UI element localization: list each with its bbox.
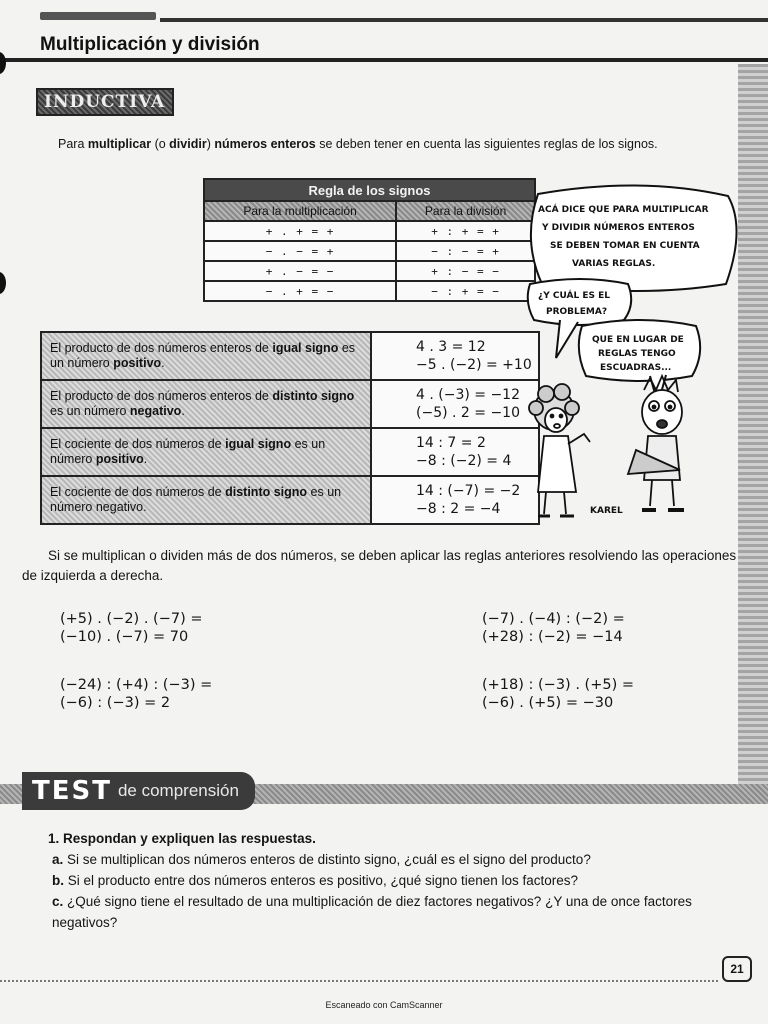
question-title: 1. Respondan y expliquen las respuestas. xyxy=(48,831,316,846)
section-tag: INDUCTIVA xyxy=(36,88,174,116)
operation-line: (−24) : (+4) : (−3) = xyxy=(60,677,213,693)
operation-line: (+5) . (−2) . (−7) = xyxy=(60,611,203,627)
table-row xyxy=(204,261,535,281)
bubble-1-line: ACÁ DICE QUE PARA MULTIPLICAR xyxy=(538,205,709,215)
operation-line: (−7) . (−4) : (−2) = xyxy=(482,611,625,627)
bubble-3-line: REGLAS TENGO xyxy=(598,349,676,359)
table-row xyxy=(41,476,539,524)
rule-text: El producto de dos números enteros de distinto signo es un número negativo. xyxy=(41,380,371,428)
bubble-3-line: ESCUADRAS... xyxy=(600,363,672,373)
bubble-3-line: QUE EN LUGAR DE xyxy=(592,335,684,345)
operation-example xyxy=(60,676,212,712)
div-rule: + : − = − xyxy=(396,261,535,281)
operation-line: (+18) : (−3) . (+5) = xyxy=(482,677,634,693)
rule-examples: 14 : (−7) = −2 −8 : 2 = −4 xyxy=(371,476,539,524)
div-rule: − : + = − xyxy=(396,281,535,301)
operation-line: (−6) : (−3) = 2 xyxy=(60,695,171,711)
rule-text: El producto de dos números enteros de igual signo es un número positivo. xyxy=(41,332,371,380)
operation-example xyxy=(60,610,202,646)
bubble-2-line: ¿Y CUÁL ES EL xyxy=(538,291,610,301)
rule-text: El cociente de dos números de igual signo es un número positivo. xyxy=(41,428,371,476)
title-rule xyxy=(0,58,768,62)
page-number: 21 xyxy=(722,956,752,982)
test-banner xyxy=(0,770,768,814)
mult-rule: + . − = − xyxy=(204,261,396,281)
col-multiplication: Para la multiplicación xyxy=(204,201,396,221)
rule-text: El cociente de dos números de distinto signo es un número negativo. xyxy=(41,476,371,524)
cartoon-illustration xyxy=(520,180,768,530)
operation-line: (−6) . (+5) = −30 xyxy=(482,695,614,711)
test-banner-label xyxy=(22,772,255,810)
top-rule xyxy=(160,18,768,22)
bubble-2-line: PROBLEMA? xyxy=(546,307,608,317)
table-row xyxy=(204,281,535,301)
operation-example xyxy=(482,676,634,712)
rules-examples-table xyxy=(40,331,540,525)
table-row xyxy=(204,241,535,261)
top-decoration-bar xyxy=(40,12,156,20)
rule-examples: 4 . (−3) = −12 (−5) . 2 = −10 xyxy=(371,380,539,428)
bubble-1-line: SE DEBEN TOMAR EN CUENTA xyxy=(550,241,700,251)
operation-example xyxy=(482,610,625,646)
div-rule: + : + = + xyxy=(396,221,535,241)
binder-hole xyxy=(0,52,6,74)
operation-line: (+28) : (−2) = −14 xyxy=(482,629,623,645)
operation-line: (−10) . (−7) = 70 xyxy=(60,629,189,645)
table-row xyxy=(41,332,539,380)
bottom-rule xyxy=(0,980,718,982)
speech-bubble-3 xyxy=(579,320,700,404)
girl-character-icon xyxy=(529,384,590,516)
test-subtitle: de comprensión xyxy=(117,781,239,800)
page-title: Multiplicación y división xyxy=(40,34,260,55)
test-title: TEST xyxy=(32,776,112,806)
div-rule: − : − = + xyxy=(396,241,535,261)
bubble-1-line: VARIAS REGLAS. xyxy=(572,259,656,269)
rule-examples: 14 : 7 = 2 −8 : (−2) = 4 xyxy=(371,428,539,476)
col-division: Para la división xyxy=(396,201,535,221)
sign-rules-table xyxy=(203,178,536,302)
rule-examples: 4 . 3 = 12 −5 . (−2) = +10 xyxy=(371,332,539,380)
questions-section xyxy=(48,828,748,933)
boy-character-icon xyxy=(628,376,684,510)
bubble-1-line: Y DIVIDIR NÚMEROS ENTEROS xyxy=(542,223,695,233)
illustrator-signature: KAREL xyxy=(590,506,623,516)
question-item: b. Si el producto entre dos números enteros es positivo, ¿qué signo tienen los factores? xyxy=(52,873,579,888)
table-row xyxy=(204,221,535,241)
question-item: c. ¿Qué signo tiene el resultado de una multiplicación de diez factores negativos? ¿Y una de once factores negativos? xyxy=(52,894,692,930)
mult-rule: + . + = + xyxy=(204,221,396,241)
table-row xyxy=(41,380,539,428)
binder-hole xyxy=(0,272,6,294)
explanation-paragraph: Si se multiplican o dividen más de dos números, se deben aplicar las reglas anteriores resolviendo las operaciones de izquierda a derecha. xyxy=(22,548,737,583)
scanner-footer: Escaneado con CamScanner xyxy=(325,1000,443,1010)
sign-rules-header: Regla de los signos xyxy=(204,179,535,201)
intro-text: Para multiplicar (o dividir) números enteros se deben tener en cuenta las siguientes reglas de los signos. xyxy=(58,137,658,151)
table-row xyxy=(41,428,539,476)
mult-rule: − . + = − xyxy=(204,281,396,301)
question-item: a. Si se multiplican dos números enteros de distinto signo, ¿cuál es el signo del producto? xyxy=(52,852,591,867)
mult-rule: − . − = + xyxy=(204,241,396,261)
